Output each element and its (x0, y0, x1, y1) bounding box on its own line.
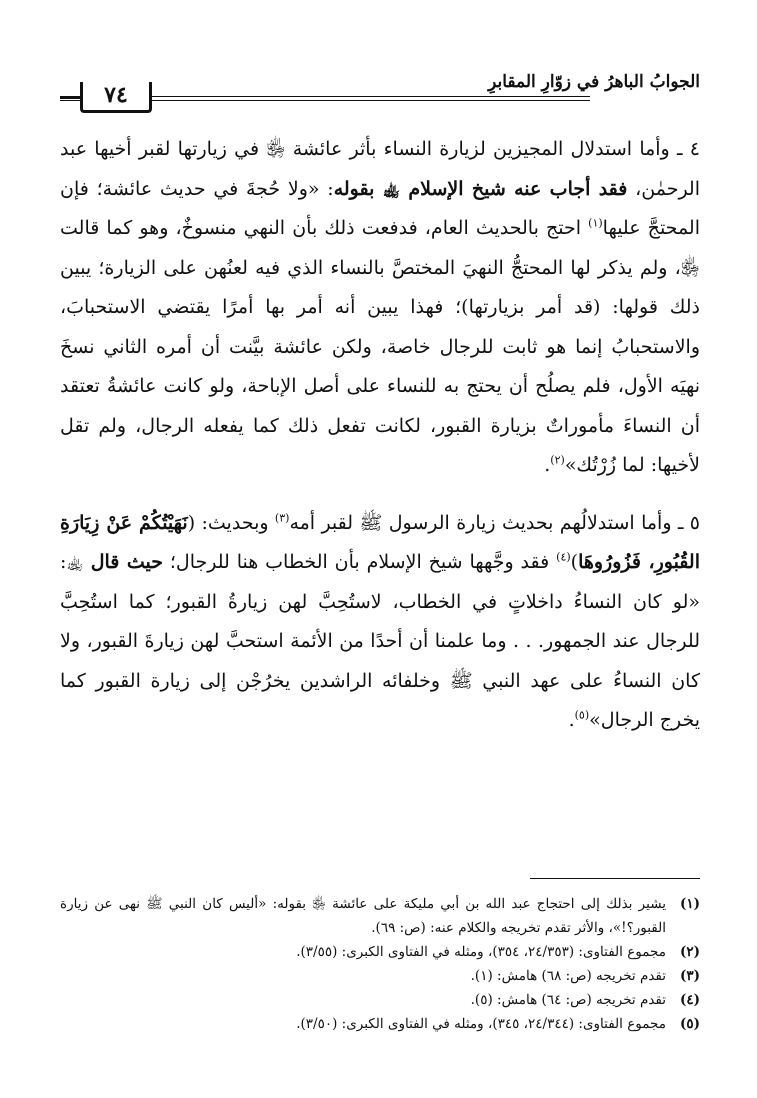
footnote-separator (530, 878, 700, 879)
text-run: فقد وجَّهها شيخ الإسلام بأن الخطاب هنا للرجال؛ (162, 551, 557, 573)
footnote-text: تقدم تخريجه (ص: ٦٨) هامش: (١). (470, 968, 666, 984)
footnote-text: مجموع الفتاوى: (٢٤/٣٥٣، ٣٥٤)، ومثله في الفتاوى الكبرى: (٣/٥٥). (296, 944, 666, 960)
footnote-ref-5[interactable]: (٥) (574, 708, 590, 722)
text-run: . (544, 454, 551, 476)
footnote-number: (٥) (679, 1016, 700, 1032)
hadith-quote: نَهَيْتُكُمْ عَنْ زِيَارَةِ القُبُورِ، فَزُورُوهَا (60, 511, 700, 573)
main-text (60, 130, 700, 741)
paragraph-4 (60, 130, 700, 486)
footnote-ref-4[interactable]: (٤) (556, 550, 571, 564)
text-run: ٤ ـ وأما استدلال المجيزين لزيارة النساء بأثر عائشة ﵂ في زيارتها لقبر أخيها عبد الرحمٰن، (60, 138, 700, 200)
footnote-number: (١) (679, 896, 700, 912)
footnote-5 (60, 1012, 700, 1036)
footnote-4 (60, 988, 700, 1012)
footnotes (60, 892, 700, 1036)
footnote-ref-3[interactable]: (٣) (274, 511, 290, 525)
footnote-text: مجموع الفتاوى: (٢٤/٣٤٤، ٣٤٥)، ومثله في الفتاوى الكبرى: (٣/٥٠). (296, 1016, 666, 1032)
footnote-ref-2[interactable]: (٢) (550, 453, 565, 467)
bold-text: فقد أجاب عنه شيخ الإسلام ﵀ بقوله (333, 177, 628, 200)
text-run: وبحديث: ( (187, 511, 275, 534)
running-title: الجوابُ الباهرُ في زوّارِ المقابرِ (488, 72, 700, 92)
footnote-ref-1[interactable]: (١) (588, 216, 603, 230)
footnote-number: (٣) (679, 968, 700, 984)
text-run: . (568, 709, 575, 731)
footnote-number: (٢) (679, 944, 700, 960)
footnote-text: يشير بذلك إلى احتجاج عبد الله بن أبي مليكة على عائشة ﵂ بقوله: «أليس كان النبي ﷺ نهى عن زيارة القبور؟!»، والأثر تقدم تخريجه والكلام عنه: (ص: ٦٩). (60, 896, 666, 936)
text-run: ﵀: «لو كان النساءُ داخلاتٍ في الخطاب، لاستُحِبَّ لهن زيارةُ القبور؛ كما استُحِبَّ للرجال عند الجمهور. . . وما علمنا أن أحدًا من الأئمة استحبَّ لهن زيارةَ القبور، ولا كان النساءُ على عهد النبي ﷺ وخلفائه الراشدين يخرُجْن إلى زيارة القبور كما يخرج الرجال» (60, 551, 700, 731)
footnote-text: تقدم تخريجه (ص: ٦٤) هامش: (٥). (470, 992, 666, 1008)
text-run: ٥ ـ وأما استدلالُهم بحديث زيارة الرسول ﷺ لقبر أمه (289, 511, 701, 534)
page-number-rule (60, 96, 80, 99)
page (60, 60, 701, 1032)
page-header (60, 60, 700, 110)
bold-text: حيث قال (90, 551, 163, 573)
page-number: ٧٤ (80, 82, 152, 113)
footnote-3 (60, 964, 700, 988)
text-run: ) (570, 551, 579, 573)
footnote-number: (٤) (679, 992, 700, 1008)
text-run: احتج بالحديث العام، فدفعت ذلك بأن النهي منسوخٌ، وهو كما قالت ﵂، ولم يذكر لها المحتجُّ النهيَ المختصَّ بالنساء الذي فيه لعنُهن على الزيارة؛ يبين ذلك قولها: (قد أمر بزيارتها)؛ فهذا يبين أنه أمر بها أمرًا يقتضي الاستحبابَ، والاستحبابُ إنما هو ثابت للرجال خاصة، ولكن عائشة بيَّنت أن أمره الثاني نسخَ نهيَه الأول، فلم يصلُح أن يحتج به للنساء على أصل الإباحة، ولو كانت عائشةُ تعتقد أن النساءَ مأموراتٌ بزيارة القبور، لكانت تفعل ذلك كما يفعله الرجال، ولم تقل لأخيها: لما زُرْتُك» (60, 217, 700, 476)
paragraph-5 (60, 504, 700, 741)
footnote-1 (60, 892, 700, 940)
footnote-2 (60, 940, 700, 964)
text-run: : «ولا حُجةَ في حديث عائشة؛ فإن المحتجَّ عليها (60, 177, 700, 239)
